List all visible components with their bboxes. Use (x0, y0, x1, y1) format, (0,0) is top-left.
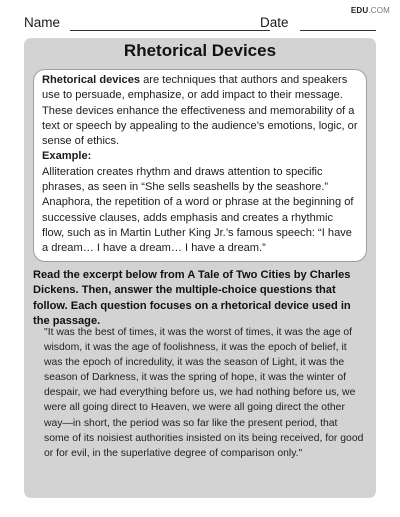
instructions: Read the excerpt below from A Tale of Two Cities by Charles Dickens. Then, answer the multiple-choice questions that follow. Each question focuses on a rhetorical device used in the passage. (33, 269, 351, 327)
passage-excerpt: "It was the best of times, it was the worst of times, it was the age of wisdom, it was the age of foolishness, it was the epoch of belief, it was the epoch of incredulity, it was the season of Light, it was the season of Darkness, it was the spring of hope, it was the winter of despair, we had everything before us, we had nothing before us, we were all going direct to Heaven, we were all going direct the other way—in short, the period was so far like the present period, that some of its noisiest authorities insisted on its being received, for good or for evil, in the superlative degree of comparison only." (44, 327, 364, 459)
date-label: Date (260, 15, 289, 30)
definition-paragraph (42, 73, 358, 149)
example-label: Example: (42, 150, 92, 163)
worksheet-title: Rhetorical Devices (24, 38, 376, 64)
definition-box (33, 69, 367, 262)
name-label: Name (24, 15, 61, 30)
brand-name: EDU (350, 6, 369, 15)
brand-suffix: .COM (368, 6, 390, 15)
definition-text: are techniques that authors and speakers use to persuade, emphasize, or add impact to their message. These devices enhance the effectiveness and memorability of a text or speech by appealing to the audience’s emotions, logic, or sense of ethics. (42, 74, 358, 148)
definition-term: Rhetorical devices (42, 74, 141, 86)
example-text: Alliteration creates rhythm and draws attention to specific phrases, as seen in “She sells seashells by the seashore.” Anaphora, the repetition of a word or phrase at the beginning of successive clauses, adds emphasis and creates a rhythmic flow, such as in Martin Luther King Jr.’s famous speech: “I have a dream… I have a dream… I have a dream.” (42, 165, 354, 255)
name-date-header (24, 14, 376, 34)
name-line (70, 30, 270, 31)
date-line (300, 30, 376, 31)
